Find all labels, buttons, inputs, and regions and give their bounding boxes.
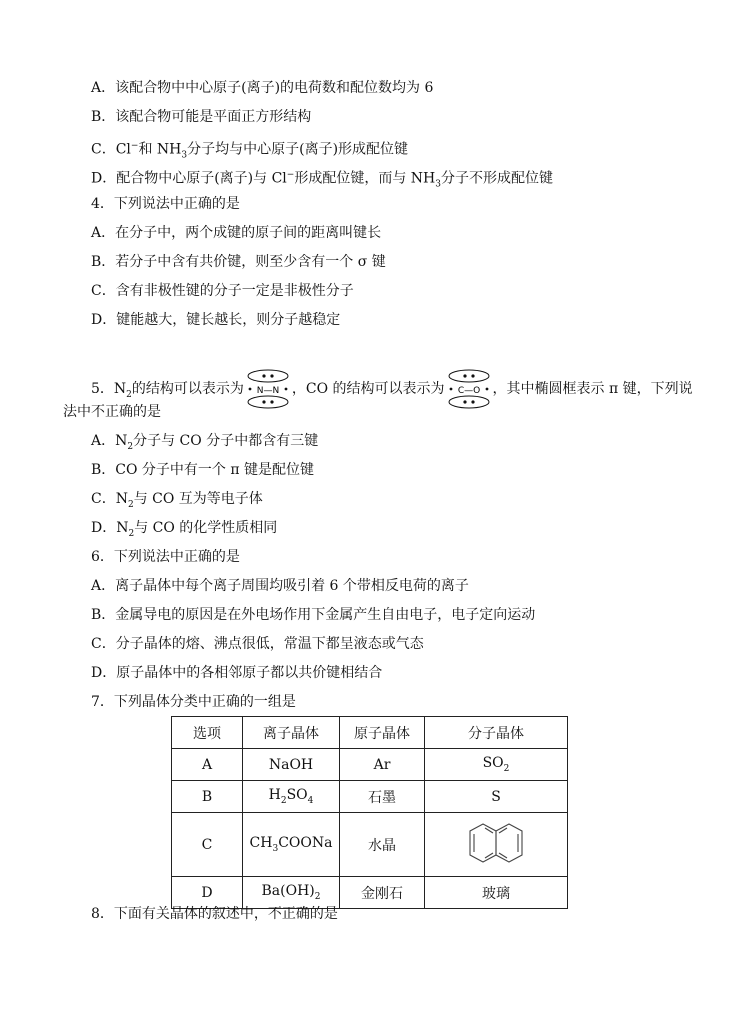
q3-option-a: A．该配合物中中心原子(离子)的电荷数和配位数均为 6 [91, 80, 434, 96]
cell-molecular [425, 813, 568, 877]
cell-ionic: $CH_3COONa$ [243, 813, 340, 877]
naphthalene-structure-icon [465, 820, 527, 870]
cell-molecular: 玻璃 [425, 877, 568, 909]
cell-atomic: 水晶 [340, 813, 425, 877]
q5-stem-continued: 法中不正确的是 [63, 404, 161, 420]
q8-stem: 8．下面有关晶体的叙述中，不正确的是 [91, 906, 338, 922]
q4-option-c: C．含有非极性键的分子一定是非极性分子 [91, 283, 354, 299]
q6-option-c: C．分子晶体的熔、沸点很低，常温下都呈液态或气态 [91, 636, 424, 652]
q5-option-a: A．$N_2$分子与 CO 分子中都含有三键 [91, 433, 319, 452]
cell-ionic: NaOH [243, 749, 340, 781]
q7-stem: 7．下列晶体分类中正确的一组是 [91, 694, 296, 710]
cell-ionic: $H_2SO_4$ [243, 781, 340, 813]
q5-option-c: C．$N_2$与 CO 互为等电子体 [91, 491, 263, 510]
table-row-b [172, 781, 568, 813]
cell-atomic: 石墨 [340, 781, 425, 813]
cell-atomic: Ar [340, 749, 425, 781]
table-row-d [172, 877, 568, 909]
table-header-row [172, 717, 568, 749]
q6-option-b: B．金属导电的原因是在外电场作用下金属产生自由电子，电子定向运动 [91, 607, 536, 623]
q4-option-d: D．键能越大，键长越长，则分子越稳定 [91, 312, 341, 328]
header-molecular-crystal: 分子晶体 [425, 717, 568, 749]
co-structure-icon [446, 369, 492, 409]
cell-ionic: $Ba(OH)_2$ [243, 877, 340, 909]
q3-option-b: B．该配合物可能是平面正方形结构 [91, 109, 312, 125]
svg-text:C—O: C—O [457, 386, 480, 396]
q3-option-d: D．配合物中心原子(离子)与 Cl−形成配位键，而与 $NH_3$分子不形成配位键 [91, 170, 553, 190]
q5-option-b: B．CO 分子中有一个 π 键是配位键 [91, 462, 315, 478]
n2-structure-icon [245, 369, 291, 409]
crystal-classification-table [171, 716, 568, 909]
q6-option-d: D．原子晶体中的各相邻原子都以共价键相结合 [91, 665, 383, 681]
q4-option-b: B．若分子中含有共价键，则至少含有一个 σ 键 [91, 254, 386, 270]
cell-option: D [172, 877, 243, 909]
svg-text:N—N: N—N [256, 386, 280, 396]
q6-option-a: A．离子晶体中每个离子周围均吸引着 6 个带相反电荷的离子 [91, 578, 469, 594]
q5-option-d: D．$N_2$与 CO 的化学性质相同 [91, 520, 278, 539]
cell-option: B [172, 781, 243, 813]
table-row-a [172, 749, 568, 781]
q4-option-a: A．在分子中，两个成键的原子间的距离叫键长 [91, 225, 382, 241]
q4-stem: 4．下列说法中正确的是 [91, 196, 240, 212]
header-ionic-crystal: 离子晶体 [243, 717, 340, 749]
cell-option: A [172, 749, 243, 781]
table-row-c [172, 813, 568, 877]
cell-molecular: $SO_2$ [425, 749, 568, 781]
cell-atomic: 金刚石 [340, 877, 425, 909]
header-atomic-crystal: 原子晶体 [340, 717, 425, 749]
cell-option: C [172, 813, 243, 877]
cell-molecular: S [425, 781, 568, 813]
q3-option-c: C．Cl−和 $NH_3$分子均与中心原子(离子)形成配位键 [91, 141, 409, 161]
q5-stem: 5．$N_2$的结构可以表示为 N—N ，CO 的结构可以表示为 C—O ，其中椭圆框表示 π 键，下列说 [91, 369, 693, 409]
q6-stem: 6．下列说法中正确的是 [91, 549, 240, 565]
header-option: 选项 [172, 717, 243, 749]
